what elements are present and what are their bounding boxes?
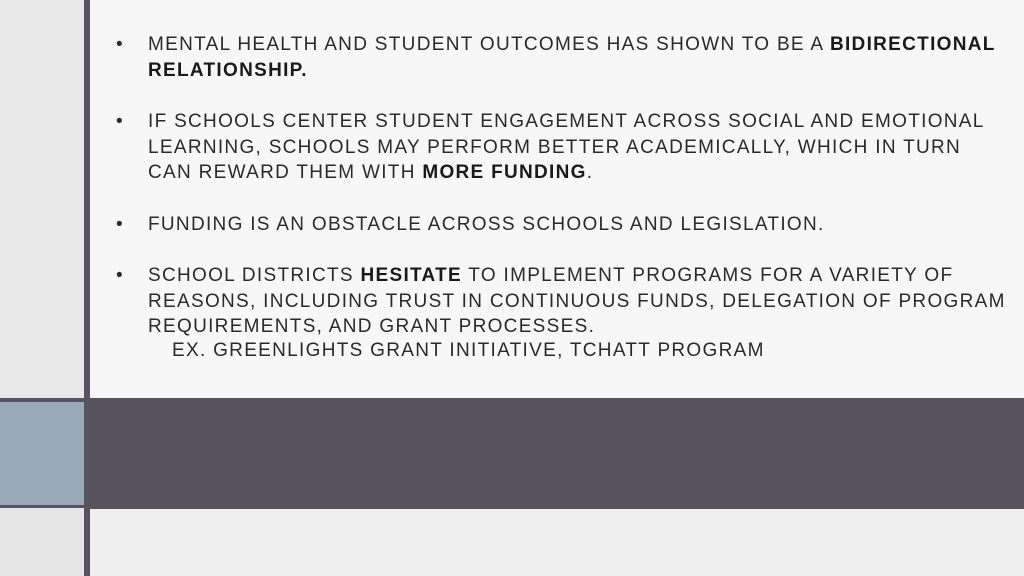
bullet-4-text-end: TO IMPLEMENT PROGRAMS FOR A VARIETY OF REASONS, INCLUDING TRUST IN CONTINUOUS FUNDS, DELEGATION OF PROGRAM REQUIREMENTS, AND GRANT PROCESSES. xyxy=(148,265,1006,337)
bullet-item-3 xyxy=(148,212,1008,238)
left-panel-bottom xyxy=(0,508,84,576)
bullet-list xyxy=(148,32,1008,361)
dark-band xyxy=(90,398,1024,509)
bullet-1-bold: BIDIRECTIONAL RELATIONSHIP. xyxy=(148,34,996,81)
bullet-item-2 xyxy=(148,109,1008,186)
bullet-2-bold: MORE FUNDING xyxy=(422,162,587,183)
left-panel-top xyxy=(0,0,84,398)
bullet-2-text: IF SCHOOLS CENTER STUDENT ENGAGEMENT ACROSS SOCIAL AND EMOTIONAL LEARNING, SCHOOLS MAY PERFORM BETTER ACADEMICALLY, WHICH IN TURN CAN REWARD THEM WITH xyxy=(148,111,984,183)
bullet-3-text: FUNDING IS AN OBSTACLE ACROSS SCHOOLS AND LEGISLATION. xyxy=(148,213,825,235)
bullet-4-text: SCHOOL DISTRICTS xyxy=(148,265,354,286)
bullet-4-example: EX. GREENLIGHTS GRANT INITIATIVE, TCHATT PROGRAM xyxy=(172,339,765,361)
bullet-4-bold: HESITATE xyxy=(360,265,463,286)
bullet-1-text: MENTAL HEALTH AND STUDENT OUTCOMES HAS SHOWN TO BE A xyxy=(148,34,824,55)
bullet-item-1 xyxy=(148,32,1008,83)
bullet-2-text-end: . xyxy=(586,162,594,183)
bottom-panel xyxy=(90,509,1024,576)
bullet-item-4 xyxy=(148,263,1008,361)
left-accent-block xyxy=(0,402,84,506)
